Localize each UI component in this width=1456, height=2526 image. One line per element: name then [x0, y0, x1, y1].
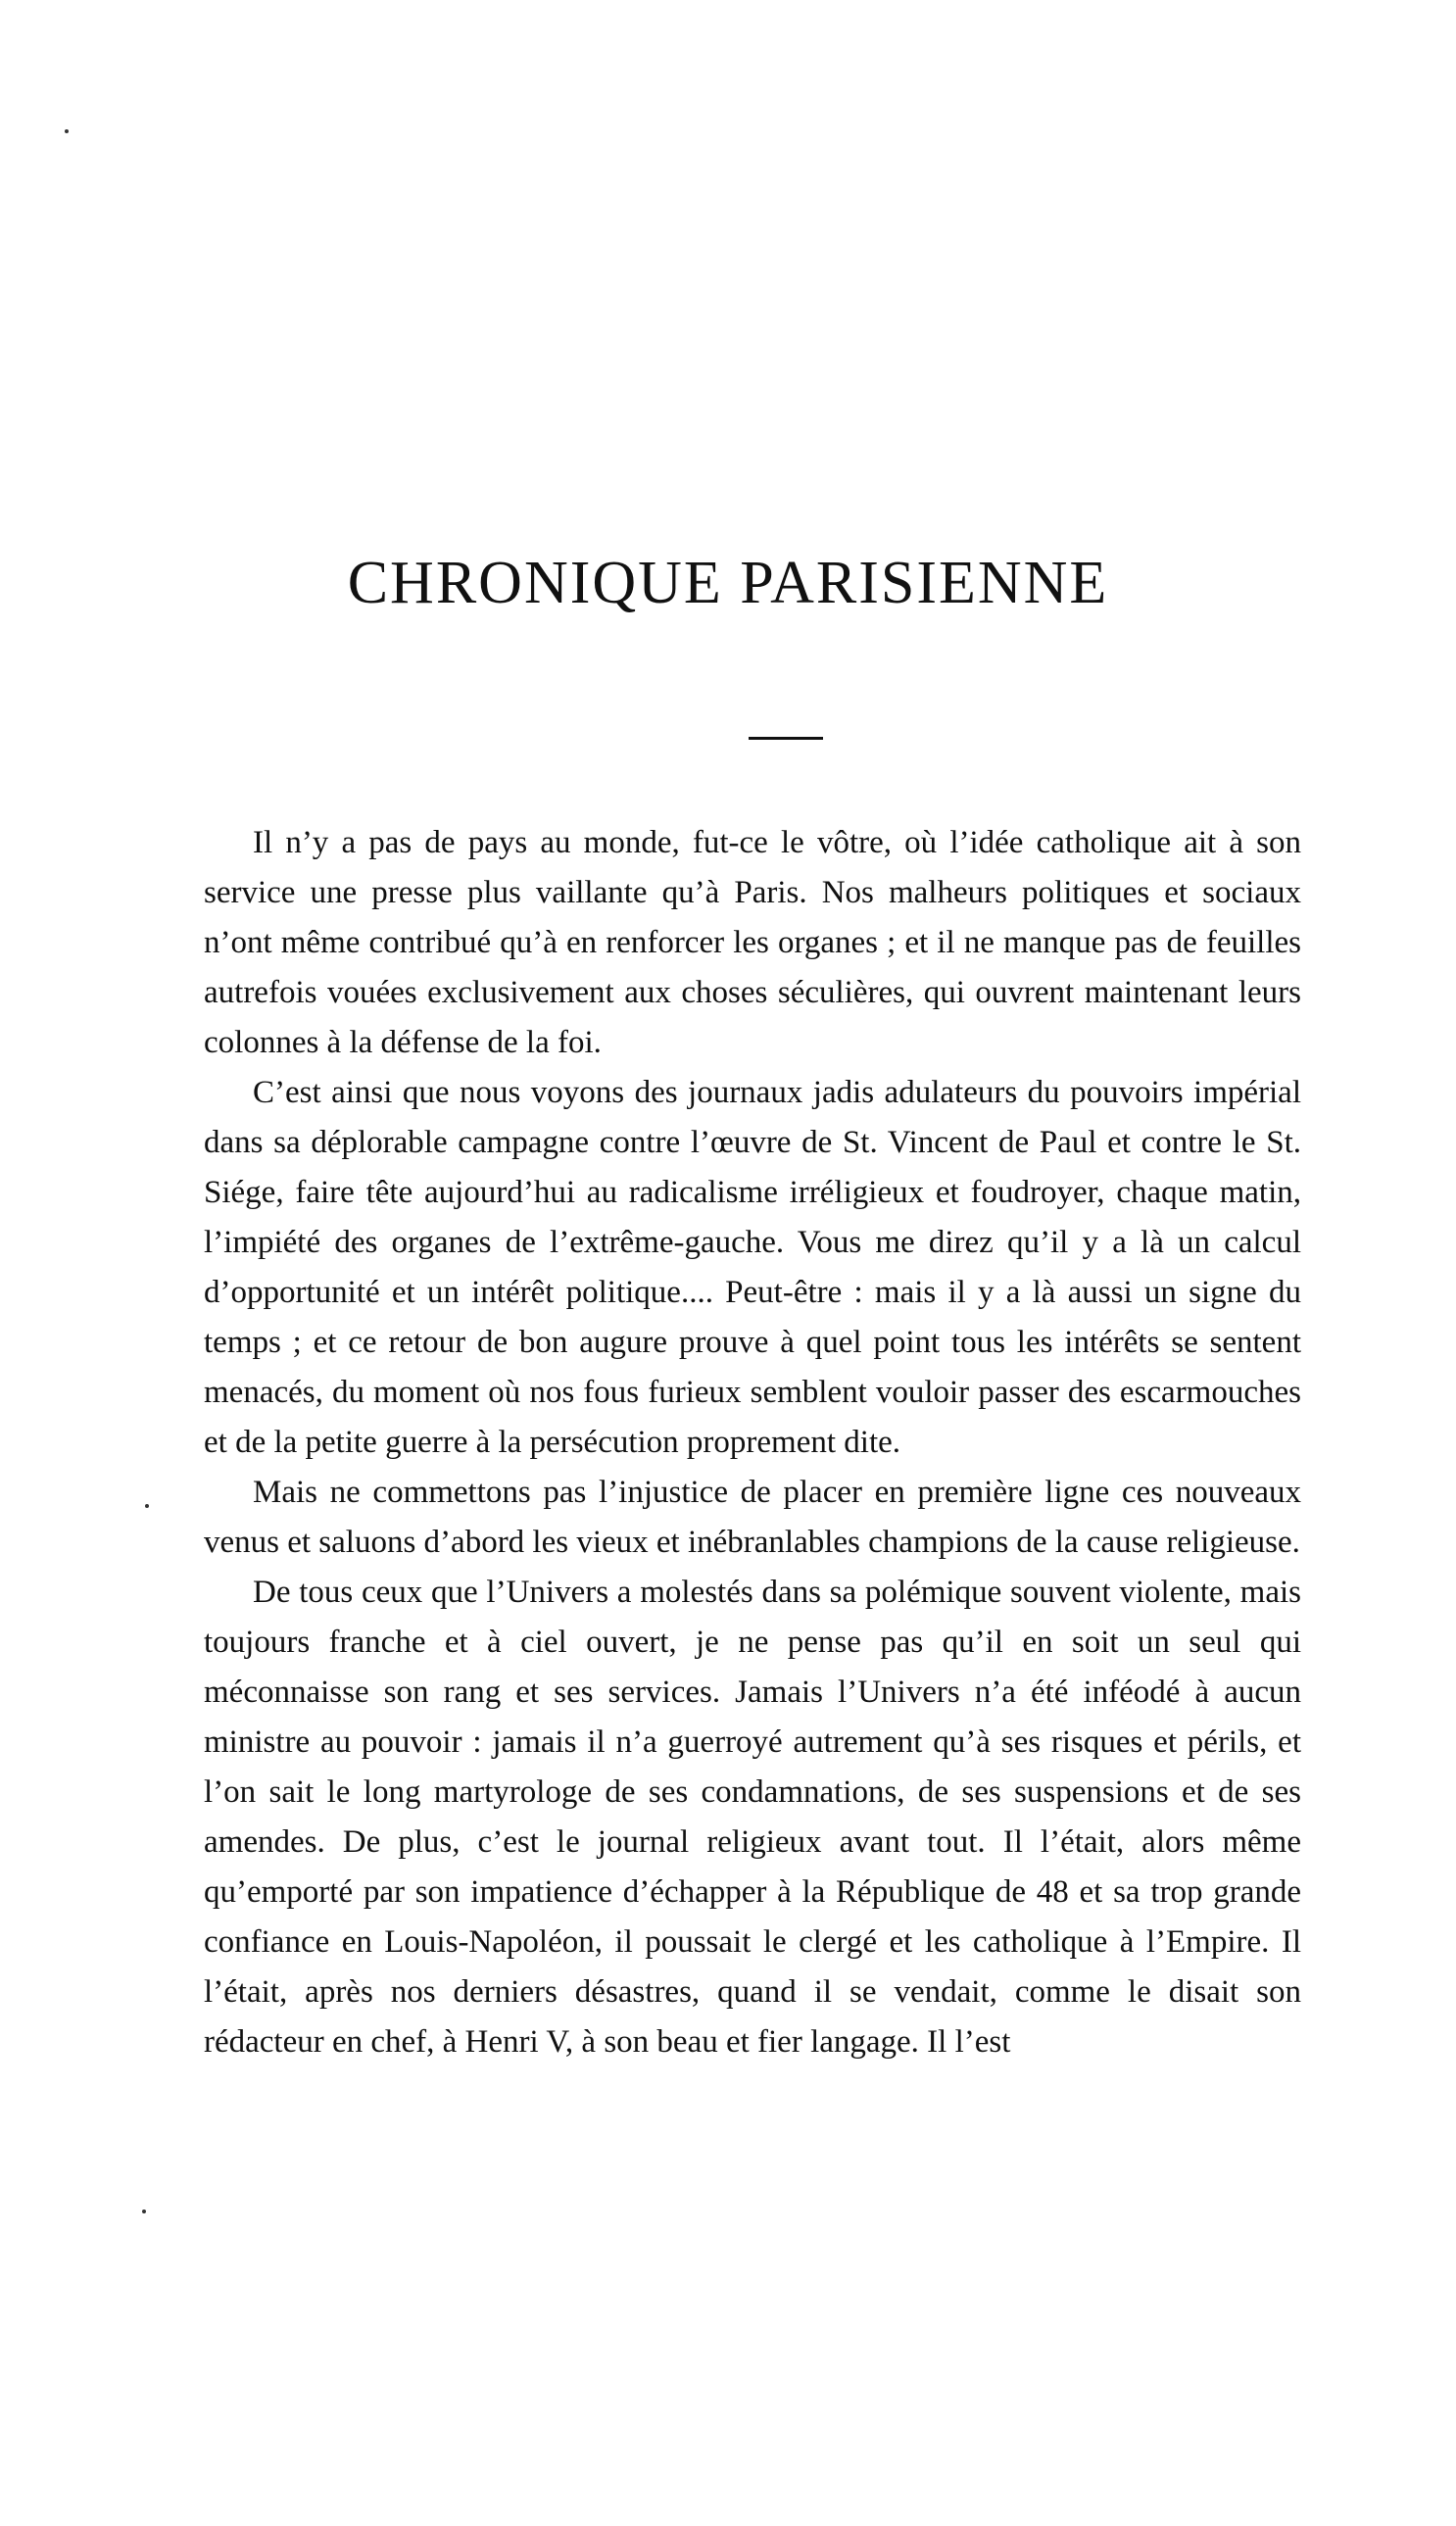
scan-speck	[142, 2210, 146, 2213]
paragraph: De tous ceux que l’Univers a molestés dans sa polémique souvent violente, mais toujours franche et à ciel ouvert, je ne pense pas qu’il en soit un seul qui méconnaisse son rang et ses services. Jamais l’Univers n’a été inféodé à aucun ministre au pouvoir : jamais il n’a guerroyé autrement qu’à ses risques et périls, et l’on sait le long martyrologe de ses condamnations, de ses suspensions et de ses amendes. De plus, c’est le journal religieux avant tout. Il l’était, alors même qu’emporté par son impatience d’échapper à la République de 48 et sa trop grande confiance en Louis-Napoléon, il poussait le clergé et les catholique à l’Empire. Il l’était, après nos derniers désastres, quand il se vendait, comme le disait son rédacteur en chef, à Henri V, à son beau et fier langage. Il l’est	[204, 1575, 1301, 2060]
page-title: CHRONIQUE PARISIENNE	[347, 550, 1109, 616]
scan-speck	[145, 1504, 149, 1508]
paragraph: Mais ne commettons pas l’injustice de placer en première ligne ces nouveaux venus et saluons d’abord les vieux et inébranlables champions de la cause religieuse.	[204, 1475, 1301, 1560]
paragraph: C’est ainsi que nous voyons des journaux jadis adulateurs du pouvoirs impérial dans sa déplorable campagne contre l’œuvre de St. Vincent de Paul et contre le St. Siége, faire tête aujourd’hui au radicalisme irréligieux et foudroyer, chaque matin, l’impiété des organes de l’extrême-gauche. Vous me direz qu’il y a là un calcul d’opportunité et un intérêt politique.... Peut-être : mais il y a là aussi un signe du temps ; et ce retour de bon augure prouve à quel point tous les intérêts se sentent menacés, du moment où nos fous furieux semblent vouloir passer des escarmouches et de la petite guerre à la persécution proprement dite.	[204, 1075, 1301, 1460]
body-text	[204, 818, 1301, 2067]
scan-speck	[65, 129, 69, 133]
paragraph: Il n’y a pas de pays au monde, fut-ce le vôtre, où l’idée catholique ait à son service une presse plus vaillante qu’à Paris. Nos malheurs politiques et sociaux n’ont même contribué qu’à en renforcer les organes ; et il ne manque pas de feuilles autrefois vouées exclusivement aux choses séculières, qui ouvrent maintenant leurs colonnes à la défense de la foi.	[204, 825, 1301, 1060]
title-divider	[749, 737, 823, 740]
